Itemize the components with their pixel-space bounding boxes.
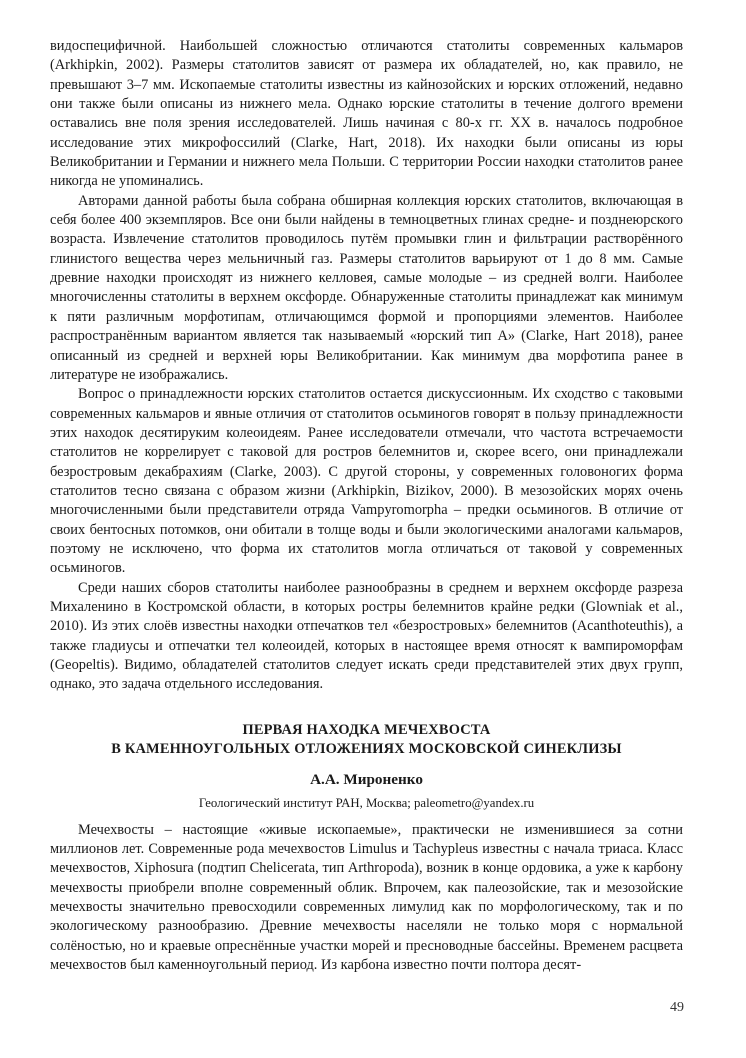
paragraph-statoliths-intro: видоспецифичной. Наибольшей сложностью отличаются статолиты современных кальмаров (Arkhipkin, 2002). Размеры статолитов зависят от размера их обладателей, но, как правило, не превышают 3–7 мм. Ископаемые статолиты известны из кайнозойских и юрских отложений, недавно они также были описаны из нижнего мела. Однако юрские статолиты в течение долгого времени оставались вне поля зрения исследователей. Лишь начиная с 80-х гг. XX в. началось подробное исследование этих микрофоссилий (Clarke, Hart, 2018). Их находки были описаны из юры Великобритании и Германии и нижнего мела Польши. С территории России находки статолитов ранее никогда не упоминались. <box>50 38 683 190</box>
article-affiliation: Геологический институт РАН, Москва; paleometro@yandex.ru <box>198 795 535 810</box>
page-number: 49 <box>670 1000 684 1015</box>
article-author: А.А. Мироненко <box>310 770 423 788</box>
paragraph-affinity: Вопрос о принадлежности юрских статолитов остается дискуссионным. Их сходство с таковыми современных кальмаров и явные отличия от статолитов осьминогов говорят в пользу принадлежности этих находок десятируким колеоидеям. Ранее исследователи отмечали, что частота встречаемости статолитов не коррелирует с таковой для ростров белемнитов и, скорее всего, они принадлежали безростровым декабрахиям (Clarke, 2003). С другой стороны, у современных головоногих форма статолитов тесно связана с образом жизни (Arkhipkin, Bizikov, 2000). В мезозойских морях очень многочисленными были представители отряда Vampyromorpha – предки осьминогов. В отличие от своих бентосных потомков, они обитали в толще воды и были экологическими аналогами кальмаров, поэтому не исключено, что форма их статолитов могла отличаться от таковой у современных осьминогов. <box>50 386 683 577</box>
paragraph-collection: Авторами данной работы была собрана обширная коллекция юрских статолитов, включающая в себя более 400 экземпляров. Все они были найдены в темноцветных глинах средне- и позднеюрского возраста. Извлечение статолитов проводилось путём промывки глин и фильтрации растворённого глинистого вещества через мельничный газ. Размеры статолитов варьируют от 1 до 8 мм. Самые древние находки происходят из нижнего келловея, самые молодые – из средней волги. Наиболее многочисленны статолиты в верхнем оксфорде. Обнаруженные статолиты принадлежат как минимум к пяти различным морфотипам, отличающимся формой и пропорциями элементов. Наиболее распространённым вариантом является так называемый «юрский тип А» (Clarke, Hart 2018), ранее описанный из средней и верхней юры Великобритании. Как минимум два морфотипа ранее в литературе не изображались. <box>50 192 683 383</box>
article-title-line-1: ПЕРВАЯ НАХОДКА МЕЧЕХВОСТА <box>242 721 491 738</box>
article-title-line-2: В КАМЕННОУГОЛЬНЫХ ОТЛОЖЕНИЯХ МОСКОВСКОЙ СИНЕКЛИЗЫ <box>111 740 622 757</box>
section-gap <box>50 695 683 721</box>
page-body <box>50 37 683 975</box>
paragraph-diversity: Среди наших сборов статолиты наиболее разнообразны в среднем и верхнем оксфорде разреза Михаленино в Костромской области, в которых ростры белемнитов крайне редки (Glowniak et al., 2010). Из этих слоёв известны находки отпечатков тел «безростровых» белемнитов (Acanthoteuthis), а также гладиусы и отпечатки тел колеоидей, которых в настоящее время относят к вампироморфам (Geopeltis). Видимо, обладателей статолитов следует искать среди представителей этих двух групп, однако, это задача отдельного исследования. <box>50 579 683 693</box>
paragraph-horseshoe-crabs: Мечехвосты – настоящие «живые ископаемые», практически не изменившиеся за сотни миллионов лет. Современные рода мечехвостов Limulus и Tachypleus известны с начала триаса. Класс мечехвостов, Xiphosura (подтип Chelicerata, тип Arthropoda), возник в конце ордовика, а уже к карбону мечехвосты приобрели вполне современный облик. Впрочем, как палеозойские, так и мезозойские мечехвосты значительно превосходили современных лимулид как по морфологическому, так и по экологическому разнообразию. Древние мечехвосты населяли не только моря с нормальной солёностью, но и краевые опреснённые участки морей и пресноводные бассейны. Временем расцвета мечехвостов был каменноугольный период. Из карбона известно почти полтора десят- <box>50 821 683 974</box>
